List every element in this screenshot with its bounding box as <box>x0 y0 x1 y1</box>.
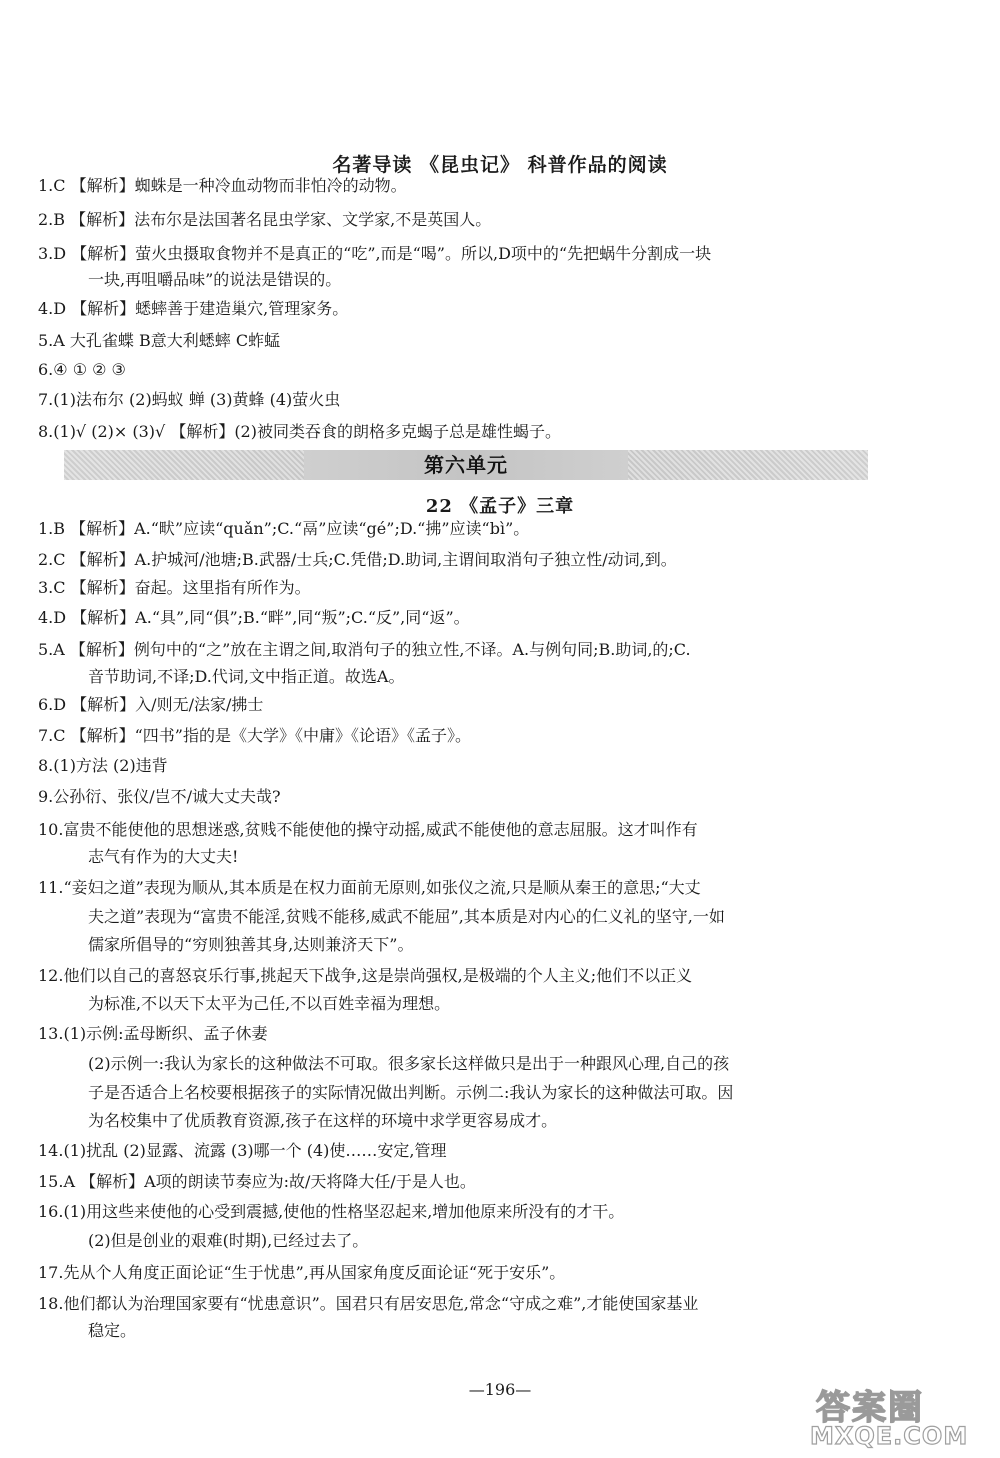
answer-line-continuation: 为标准,不以天下太平为己任,不以百姓幸福为理想。 <box>88 994 451 1013</box>
answer-line: 4.D 【解析】蟋蟀善于建造巢穴,管理家务。 <box>38 299 349 318</box>
answer-line: 18.他们都认为治理国家要有“忧患意识”。国君只有居安思危,常念“守成之难”,才能使国家基业 <box>38 1294 699 1313</box>
answer-line: 13.(1)示例:孟母断织、孟子休妻 <box>38 1024 268 1043</box>
answer-line: 6.D 【解析】入/则无/法家/拂士 <box>38 695 264 714</box>
answer-line: 2.B 【解析】法布尔是法国著名昆虫学家、文学家,不是英国人。 <box>38 210 492 229</box>
answer-line: 6.④ ① ② ③ <box>38 360 126 379</box>
answer-line: 5.A 【解析】例句中的“之”放在主谓之间,取消句子的独立性,不译。A.与例句同;B.助词,的;C. <box>38 640 691 659</box>
answer-line-continuation: 为名校集中了优质教育资源,孩子在这样的环境中求学更容易成才。 <box>88 1111 558 1130</box>
answer-line: 12.他们以自己的喜怒哀乐行事,挑起天下战争,这是崇尚强权,是极端的个人主义;他们不以正义 <box>38 966 693 985</box>
answer-line: 3.C 【解析】奋起。这里指有所作为。 <box>38 578 311 597</box>
answer-line: 3.D 【解析】萤火虫摄取食物并不是真正的“吃”,而是“喝”。所以,D项中的“先把蜗牛分割成一块 <box>38 244 712 263</box>
answer-line-continuation: (2)但是创业的艰难(时期),已经过去了。 <box>88 1231 369 1250</box>
answer-line: 1.B 【解析】A.“畎”应读“quǎn”;C.“鬲”应读“gé”;D.“拂”应读“bì”。 <box>38 519 530 538</box>
answer-line-continuation: 一块,再咀嚼品味”的说法是错误的。 <box>88 270 342 289</box>
answer-line: 9.公孙衍、张仪/岂不/诚大丈夫哉? <box>38 787 281 806</box>
answer-line: 16.(1)用这些来使他的心受到震撼,使他的性格坚忍起来,增加他原来所没有的才干。 <box>38 1202 625 1221</box>
answer-line-continuation: 志气有作为的大丈夫! <box>88 847 239 866</box>
answer-line-continuation: 子是否适合上名校要根据孩子的实际情况做出判断。示例二:我认为家长的这种做法可取。因 <box>88 1083 734 1102</box>
watermark-logo <box>796 1380 986 1452</box>
answer-line: 5.A 大孔雀蝶 B意大利蟋蟀 C蚱蜢 <box>38 331 281 350</box>
answer-line: 8.(1)方法 (2)违背 <box>38 756 168 775</box>
answer-line-continuation: (2)示例一:我认为家长的这种做法不可取。很多家长这样做只是出于一种跟风心理,自己的孩 <box>88 1054 730 1073</box>
page-number: —196— <box>468 1380 532 1399</box>
answer-line: 11.“妾妇之道”表现为顺从,其本质是在权力面前无原则,如张仪之流,只是顺从秦王的意思;“大丈 <box>38 878 701 897</box>
unit-banner <box>64 450 868 480</box>
answer-line: 1.C 【解析】蜘蛛是一种冷血动物而非怕冷的动物。 <box>38 176 407 195</box>
answer-line: 4.D 【解析】A.“具”,同“俱”;B.“畔”,同“叛”;C.“反”,同“返”。 <box>38 608 470 627</box>
watermark-bottom-text: MXQE.COM <box>810 1422 969 1450</box>
answer-line-continuation: 夫之道”表现为“富贵不能淫,贫贱不能移,威武不能屈”,其本质是对内心的仁义礼的坚守,一如 <box>88 907 725 926</box>
watermark-top-text: 答案圈 <box>816 1388 924 1428</box>
section-title-kunchongji: 名著导读 《昆虫记》 科普作品的阅读 <box>332 154 668 176</box>
answer-line-continuation: 音节助词,不译;D.代词,文中指正道。故选A。 <box>88 667 405 686</box>
answer-line-continuation: 稳定。 <box>88 1321 137 1340</box>
answer-line: 14.(1)扰乱 (2)显露、流露 (3)哪一个 (4)使……安定,管理 <box>38 1141 447 1160</box>
answer-line: 7.(1)法布尔 (2)蚂蚁 蝉 (3)黄蜂 (4)萤火虫 <box>38 390 341 409</box>
answer-line: 17.先从个人角度正面论证“生于忧患”,再从国家角度反面论证“死于安乐”。 <box>38 1263 566 1282</box>
answer-line-continuation: 儒家所倡导的“穷则独善其身,达则兼济天下”。 <box>88 935 414 954</box>
answer-line: 8.(1)√ (2)× (3)√ 【解析】(2)被同类吞食的朗格多克蝎子总是雄性蝎子。 <box>38 422 561 441</box>
answer-line: 10.富贵不能使他的思想迷惑,贫贱不能使他的操守动摇,威武不能使他的意志屈服。这才叫作有 <box>38 820 698 839</box>
answer-line: 15.A 【解析】A项的朗读节奏应为:故/天将降大任/于是人也。 <box>38 1172 476 1191</box>
answer-line: 2.C 【解析】A.护城河/池塘;B.武器/士兵;C.凭借;D.助词,主谓间取消句子独立性/动词,到。 <box>38 550 677 569</box>
section-title-mengzi: 22 《孟子》三章 <box>425 496 575 517</box>
answer-line: 7.C 【解析】“四书”指的是《大学》《中庸》《论语》《孟子》。 <box>38 726 471 745</box>
unit-title: 第六单元 <box>424 453 508 477</box>
